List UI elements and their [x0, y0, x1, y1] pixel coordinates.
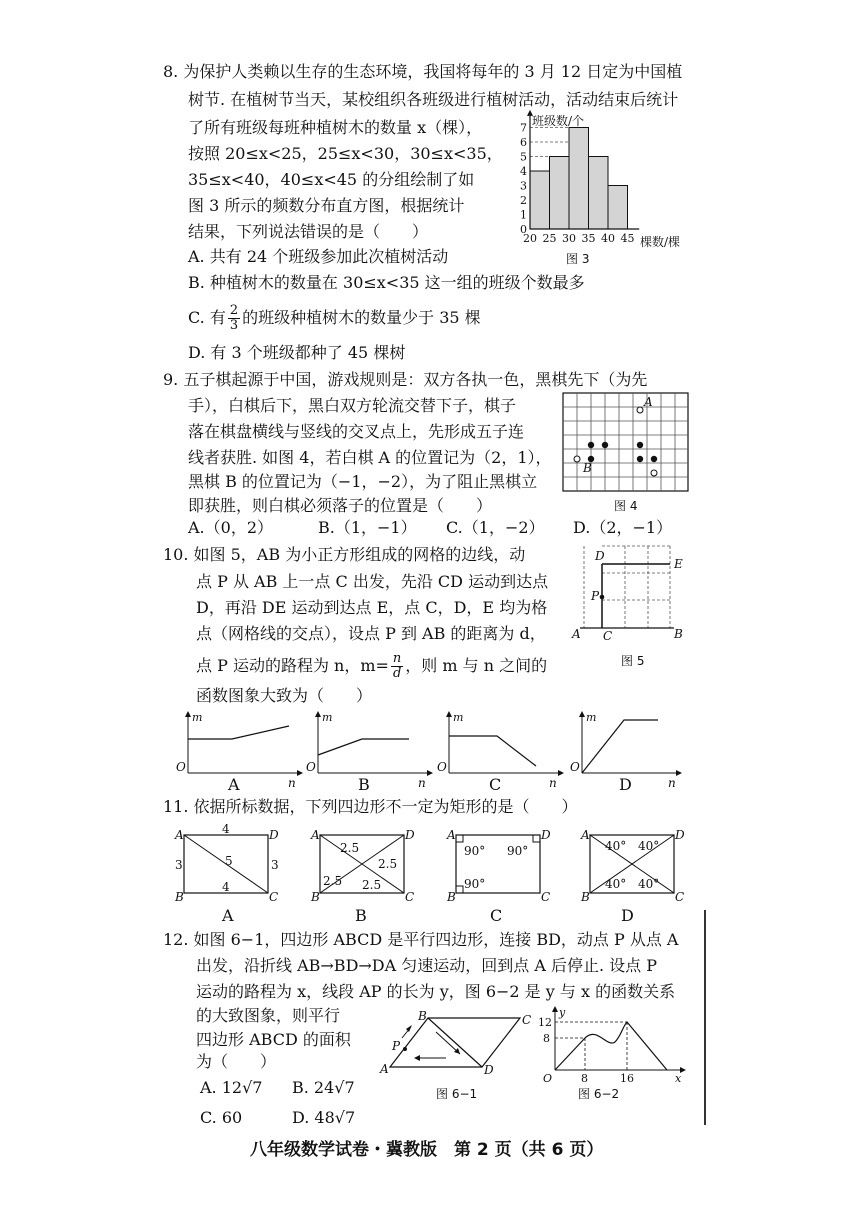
side-label: 3: [271, 858, 279, 872]
function-graph-figure-6-2: [535, 1008, 685, 1088]
q8-option-a: A. 共有 24 个班级参加此次植树活动: [188, 247, 449, 266]
axis-x: x: [675, 1072, 682, 1085]
quad-figure-b: [308, 825, 418, 905]
white-stone: [651, 470, 657, 476]
axis-m: m: [453, 711, 464, 724]
vertex-d: D: [675, 828, 685, 842]
vertex-d: D: [484, 1063, 494, 1077]
angle-label: 90°: [464, 844, 486, 858]
origin: O: [176, 760, 186, 774]
segment-label: 2.5: [340, 841, 360, 855]
black-stone: [602, 442, 608, 448]
y-tick-label: 7: [520, 121, 527, 135]
tick-16: 16: [620, 1072, 634, 1085]
histogram-bar: [530, 171, 550, 229]
vertex-c: C: [522, 1013, 532, 1027]
axis-y: y: [559, 1006, 566, 1019]
origin: O: [570, 760, 580, 774]
histogram-xlabel: 棵数/棵: [640, 235, 681, 249]
q8-option-b: B. 种植树木的数量在 30≤x<35 这一组的班级个数最多: [188, 273, 585, 292]
axis-n: n: [549, 776, 557, 790]
quad-figure-a: [172, 822, 282, 905]
black-stone: [637, 456, 643, 462]
graph-c-label: C: [489, 775, 502, 794]
segment-label: 2.5: [378, 857, 398, 871]
vertex-a: A: [175, 828, 184, 842]
q9-line-1: 9. 五子棋起源于中国，游戏规则是：双方各执一色，黑棋先下（为先: [163, 370, 648, 389]
angle-label: 90°: [507, 844, 529, 858]
y-tick-label: 3: [520, 179, 527, 193]
label-a: A: [644, 395, 653, 409]
q8-line-6: 图 3 所示的频数分布直方图，根据统计: [188, 196, 465, 215]
y-tick-label: 4: [520, 165, 527, 178]
grid-figure-5: [570, 540, 690, 643]
figure-5-caption: 图 5: [621, 654, 645, 668]
vertex-a: A: [447, 828, 456, 842]
vertex-d: D: [405, 828, 415, 842]
quad-b-label: B: [355, 906, 367, 925]
x-tick-label: 25: [542, 232, 557, 245]
origin: O: [437, 760, 447, 774]
black-stone: [651, 456, 657, 462]
figure-3-caption: 图 3: [566, 252, 590, 266]
q8-line-4: 按照 20≤x<25，25≤x<30，30≤x<35，: [188, 144, 503, 163]
histogram-bar: [608, 186, 628, 230]
vertex-b: B: [447, 890, 456, 904]
vertex-a: A: [311, 828, 320, 842]
label-p: P: [591, 589, 600, 603]
vertex-c: C: [675, 890, 685, 904]
vertex-b: B: [311, 890, 320, 904]
histogram-figure-3: [500, 112, 700, 247]
quad-a-label: A: [222, 906, 234, 925]
graph-d-label: D: [619, 775, 632, 794]
q12-line-6: 为（ ）: [196, 1052, 277, 1071]
histogram-ylabel: 班级数/个: [532, 114, 585, 128]
x-tick-label: 35: [581, 232, 596, 245]
segment-label: 2.5: [323, 874, 343, 888]
q9-option-d: D.（2，−1）: [573, 518, 673, 537]
angle-label: 40°: [638, 839, 660, 853]
q9-option-b: B.（1，−1）: [318, 518, 417, 537]
vertex-b: B: [418, 1009, 427, 1023]
q8-line-3: 了所有班级每班种植树木的数量 x（棵），: [188, 118, 483, 137]
histogram-bar: [589, 157, 609, 230]
vertex-a: A: [581, 828, 590, 842]
vertex-b: B: [581, 890, 590, 904]
vertex-c: C: [405, 890, 415, 904]
x-tick-label: 40: [601, 232, 615, 245]
q12-option-c: C. 60: [200, 1108, 243, 1127]
histogram-bar: [550, 157, 570, 230]
figure-6-1-caption: 图 6−1: [436, 1087, 478, 1101]
q8-line-1: 8. 为保护人类赖以生存的生态环境，我国将每年的 3 月 12 日定为中国植: [163, 62, 683, 81]
parallelogram-figure-6-1: [378, 1009, 538, 1087]
vertex-c: C: [541, 890, 551, 904]
q12-option-b: B. 24√7: [292, 1078, 355, 1097]
y-tick-label: 2: [520, 194, 527, 207]
margin-line: [704, 910, 706, 1125]
point-p: P: [392, 1039, 401, 1053]
diagonal-label: 5: [225, 854, 233, 868]
q12-option-a: A. 12√7: [200, 1078, 263, 1097]
y-tick-label: 6: [520, 136, 527, 149]
q12-option-d: D. 48√7: [292, 1108, 356, 1127]
vertex-d: D: [541, 828, 551, 842]
label-b: B: [674, 627, 683, 641]
x-tick-label: 20: [523, 232, 537, 245]
quad-figure-c: [444, 825, 554, 905]
segment-label: 2.5: [362, 878, 382, 892]
black-stone: [588, 442, 594, 448]
q9-line-2: 手），白棋后下，黑白双方轮流交替下子，棋子: [188, 396, 517, 415]
side-label: 4: [222, 822, 230, 836]
q9-line-5: 黑棋 B 的位置记为（−1，−2），为了阻止黑棋立: [188, 472, 538, 491]
q9-line-4: 线者获胜. 如图 4，若白棋 A 的位置记为（2，1），: [188, 448, 552, 467]
quad-figure-d: [578, 825, 688, 905]
axis-m: m: [586, 711, 597, 724]
white-stone: [574, 456, 580, 462]
y-tick-label: 0: [520, 223, 527, 236]
q10-line-1: 10. 如图 5，AB 为小正方形组成的网格的边线，动: [163, 545, 526, 564]
q10-line-3: D，再沿 DE 运动到达点 E，点 C，D，E 均为格: [196, 598, 548, 617]
y-tick-label: 1: [520, 208, 527, 222]
origin: O: [543, 1072, 553, 1085]
quad-d-label: D: [621, 906, 634, 925]
tick-12: 12: [538, 1016, 552, 1029]
side-label: 3: [175, 858, 183, 872]
q8-line-2: 树节. 在植树节当天，某校组织各班级进行植树活动，活动结束后统计: [188, 90, 679, 109]
q8-line-7: 结果，下列说法错误的是（ ）: [188, 222, 429, 241]
y-tick-label: 5: [520, 150, 527, 164]
q12-line-3: 运动的路程为 x，线段 AP 的长为 y，图 6−2 是 y 与 x 的函数关系: [196, 982, 676, 1001]
vertex-a: A: [380, 1062, 389, 1076]
axis-m: m: [322, 711, 333, 724]
page-footer: 八年级数学试卷・冀教版 第 2 页（共 6 页）: [250, 1140, 604, 1160]
q12-line-1: 12. 如图 6−1，四边形 ABCD 是平行四边形，连接 BD，动点 P 从点 A: [163, 930, 679, 949]
angle-label: 40°: [605, 839, 627, 853]
go-board-figure-4: [563, 393, 693, 493]
q9-option-a: A.（0，2）: [188, 518, 274, 537]
axis-n: n: [418, 776, 426, 790]
q11-text: 11. 依据所标数据，下列四边形不一定为矩形的是（ ）: [163, 797, 578, 816]
side-label: 4: [222, 880, 230, 894]
figure-4-caption: 图 4: [614, 499, 638, 513]
q10-line-2: 点 P 从 AB 上一点 C 出发，先沿 CD 运动到达点: [196, 572, 549, 591]
graph-a-label: A: [228, 775, 240, 794]
tick-8: 8: [581, 1072, 588, 1085]
figure-6-2-caption: 图 6−2: [578, 1087, 620, 1101]
angle-label: 90°: [464, 877, 486, 891]
q10-line-5: 点 P 运动的路程为 n，m= $\frac{n}{d}$ ，则 m 与 n 之间的: [196, 651, 548, 681]
q8-option-d: D. 有 3 个班级都种了 45 棵树: [188, 343, 406, 362]
black-stone: [637, 442, 643, 448]
histogram-bar: [569, 128, 589, 230]
q9-line-6: 即获胜，则白棋必须落子的位置是（ ）: [188, 496, 493, 515]
q10-line-4: 点（网格线的交点），设点 P 到 AB 的距离为 d，: [196, 624, 546, 643]
vertex-c: C: [269, 890, 279, 904]
x-tick-label: 45: [620, 232, 635, 245]
label-e: E: [674, 557, 683, 571]
label-c: C: [603, 629, 613, 643]
label-a: A: [572, 627, 581, 641]
label-d: D: [595, 549, 605, 563]
graph-b-label: B: [358, 775, 370, 794]
axis-m: m: [192, 711, 203, 724]
q12-line-4: 的大致图象，则平行: [196, 1006, 341, 1025]
quad-c-label: C: [490, 906, 503, 925]
q12-line-5: 四边形 ABCD 的面积: [196, 1030, 351, 1049]
axis-n: n: [668, 776, 676, 790]
q12-line-2: 出发，沿折线 AB→BD→DA 匀速运动，回到点 A 后停止. 设点 P: [196, 956, 658, 975]
q9-option-c: C.（1，−2）: [446, 518, 545, 537]
origin: O: [306, 760, 316, 774]
axis-n: n: [288, 776, 296, 790]
q9-line-3: 落在棋盘横线与竖线的交叉点上，先形成五子连: [188, 422, 525, 441]
vertex-b: B: [175, 890, 184, 904]
white-stone-a: [637, 407, 643, 413]
angle-label: 40°: [605, 877, 627, 891]
q8-option-c: C. 有 $\frac{2}{3}$ 的班级种植树木的数量少于 35 棵: [188, 303, 481, 333]
label-b: B: [583, 461, 592, 475]
q10-line-6: 函数图象大致为（ ）: [196, 686, 373, 705]
q8-line-5: 35≤x<40，40≤x<45 的分组绘制了如: [188, 170, 475, 189]
x-tick-label: 30: [562, 232, 576, 245]
angle-label: 40°: [638, 877, 660, 891]
vertex-d: D: [269, 828, 279, 842]
tick-8: 8: [543, 1032, 550, 1045]
